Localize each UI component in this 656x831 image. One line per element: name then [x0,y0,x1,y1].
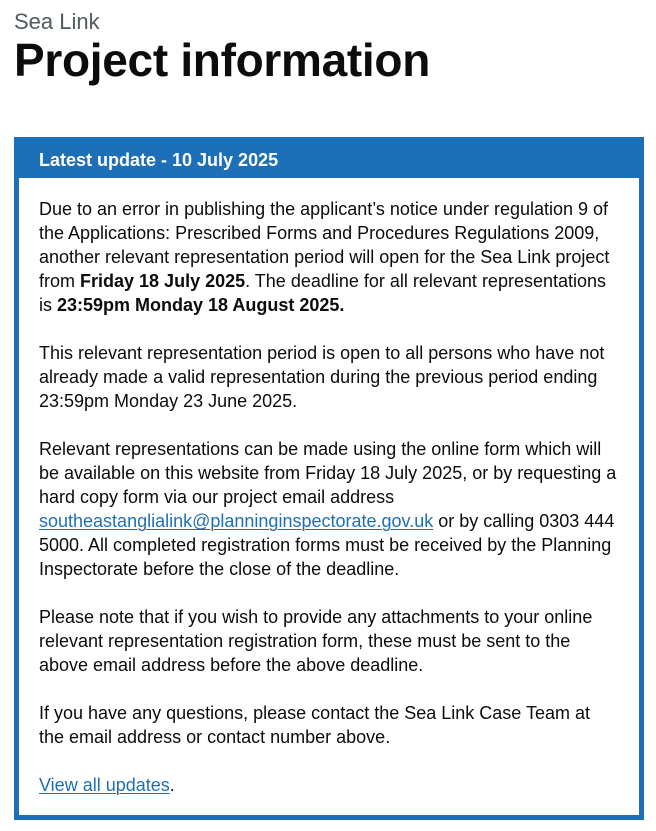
page-title: Project information [14,34,431,86]
update-paragraph-4: Please note that if you wish to provide any attachments to your online relevant representation registration form, these must be sent to the above email address before the above deadline. [39,607,593,675]
update-text: or by calling 0303 444 5000. All completed registration forms must be received by the Planning Inspectorate before the close of the deadline. [39,511,615,579]
banner-content [19,178,639,797]
notification-banner [14,137,644,820]
link-suffix: . [169,775,175,795]
update-text: . The deadline for all relevant representations is [39,271,607,315]
update-text: Relevant representations can be made using the online form which will be available on this website from Friday 18 July 2025, or by requesting a hard copy form via our project email address [39,439,617,507]
opening-date: Friday 18 July 2025 [80,271,246,291]
deadline-date: 23:59pm Monday 18 August 2025. [57,295,345,315]
update-paragraph-5: If you have any questions, please contact the Sea Link Case Team at the email address or contact number above. [39,703,591,747]
update-paragraph-1 [39,197,619,317]
project-caption: Sea Link [14,9,100,34]
update-paragraph-3 [39,437,619,581]
view-all-paragraph [39,773,619,797]
banner-title: Latest update - 10 July 2025 [19,142,639,178]
update-text: Due to an error in publishing the applicant’s notice under regulation 9 of the Applications: Prescribed Forms and Procedures Regulations 2009, another relevant representation period will open for the Sea Link project from [39,199,610,291]
email-link[interactable]: southeastanglialink@planninginspectorate.gov.uk [39,511,434,531]
view-all-updates-link[interactable]: View all updates [39,775,170,795]
update-paragraph-2: This relevant representation period is open to all persons who have not already made a valid representation during the previous period ending 23:59pm Monday 23 June 2025. [39,343,605,411]
